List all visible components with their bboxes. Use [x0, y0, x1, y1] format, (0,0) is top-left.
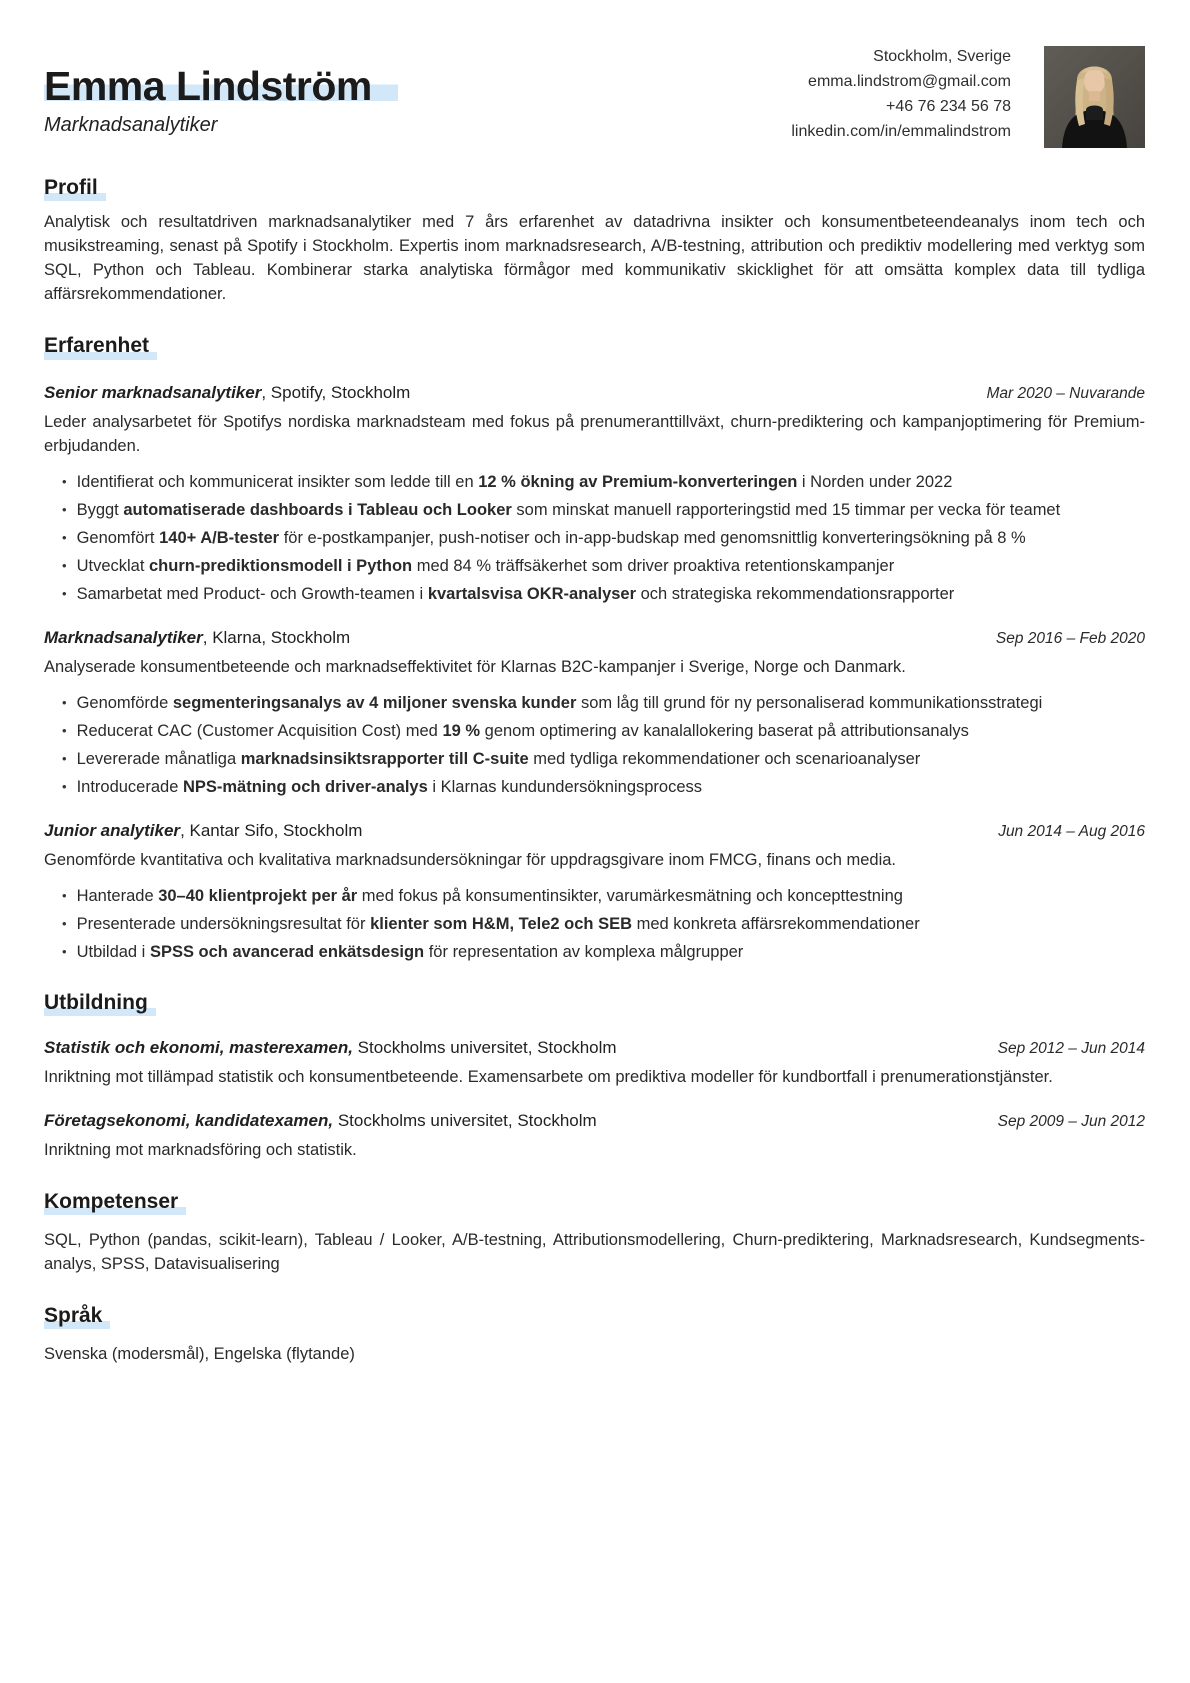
bullet-dot: • [62, 915, 67, 931]
job-title-line [44, 628, 350, 648]
section-heading-utbildning: Utbildning [44, 990, 156, 1016]
section-sprak [44, 1303, 1145, 1366]
section-profil [44, 175, 1145, 306]
bullet-text: Genomförde segmenteringsanalys av 4 miljoner svenska kunder som låg till grund för ny personaliserad kommunikationsstrategi [76, 693, 1043, 712]
job-bullets [62, 692, 1145, 798]
bullet-text: Identifierat och kommunicerat insikter som ledde till en 12 % ökning av Premium-konverteringen i Norden under 2022 [76, 472, 953, 491]
bullet-item [62, 941, 1145, 963]
job-bullets [62, 471, 1145, 605]
bullet-item [62, 748, 1145, 770]
job-header [44, 383, 1145, 403]
education-description: Inriktning mot tillämpad statistik och konsumentbeteende. Examensarbete om prediktiva modeller för kundbortfall i prenumerationstjänster. [44, 1067, 1053, 1086]
job-entry [44, 383, 1145, 605]
profile-photo [1044, 46, 1145, 148]
education-place: Stockholms universitet, Stockholm [352, 1037, 617, 1057]
bullet-item [62, 583, 1145, 605]
profile-photo-graphic [1044, 46, 1145, 148]
bullet-item [62, 885, 1145, 907]
contact-line: emma.lindstrom@gmail.com [808, 73, 1011, 90]
bullet-text: Utvecklat churn-prediktionsmodell i Python med 84 % träffsäkerhet som driver proaktiva retentionskampanjer [76, 556, 895, 575]
education-title: Företagsekonomi, kandidatexamen, [44, 1110, 334, 1130]
contact-line: +46 76 234 56 78 [885, 98, 1011, 115]
bullet-item [62, 527, 1145, 549]
job-place: , Spotify, Stockholm [261, 382, 411, 402]
job-place: , Kantar Sifo, Stockholm [180, 820, 363, 840]
job-title-line [44, 821, 362, 841]
sprak-text: Svenska (modersmål), Engelska (flytande) [44, 1345, 355, 1364]
bullet-dot: • [62, 943, 67, 959]
bullet-text: Hanterade 30–40 klientprojekt per år med fokus på konsumentinsikter, varumärkesmätning och koncepttestning [76, 886, 903, 905]
bullet-dot: • [62, 694, 67, 710]
person-name: Emma Lindström [44, 62, 398, 110]
job-description: Analyserade konsumentbeteende och marknadseffektivitet för Klarnas B2C-kampanjer i Sverige, Norge och Danmark. [44, 657, 906, 676]
contact-line: Stockholm, Sverige [873, 48, 1011, 65]
education-title: Statistik och ekonomi, masterexamen, [44, 1037, 353, 1057]
education-header [44, 1111, 1145, 1131]
section-heading-erfarenhet: Erfarenhet [44, 333, 157, 359]
job-entry [44, 821, 1145, 963]
bullet-dot: • [62, 557, 67, 573]
job-date: Sep 2016 – Feb 2020 [995, 629, 1145, 647]
section-utbildning [44, 990, 1145, 1162]
bullet-dot: • [62, 887, 67, 903]
bullet-item [62, 499, 1145, 521]
identity-block [44, 62, 398, 137]
resume-header [44, 42, 1145, 148]
job-description: Genomförde kvantitativa och kvalitativa marknadsundersökningar för uppdragsgivare inom FMCG, finans och media. [44, 850, 896, 869]
bullet-text: Introducerade NPS-mätning och driver-analys i Klarnas kundundersökningsprocess [76, 777, 703, 796]
kompetenser-text: SQL, Python (pandas, scikit-learn), Tableau / Looker, A/B-testning, Attributionsmodellering, Churn-prediktering, Marknadsresearch, Kundsegments-analys, SPSS, Datavisualisering [44, 1231, 1145, 1273]
job-bullets [62, 885, 1145, 963]
bullet-item [62, 913, 1145, 935]
bullet-item [62, 692, 1145, 714]
job-header [44, 628, 1145, 648]
header-right [791, 42, 1145, 148]
bullet-text: Byggt automatiserade dashboards i Tableau och Looker som minskat manuell rapporteringstid med 15 timmar per vecka för teamet [76, 500, 1061, 519]
education-description: Inriktning mot marknadsföring och statistik. [44, 1140, 357, 1159]
education-date: Sep 2009 – Jun 2012 [997, 1112, 1145, 1130]
job-list [44, 383, 1145, 963]
bullet-dot: • [62, 778, 67, 794]
job-title: Marknadsanalytiker [44, 627, 203, 647]
bullet-item [62, 555, 1145, 577]
job-title: Junior analytiker [44, 820, 181, 840]
bullet-item [62, 776, 1145, 798]
bullet-dot: • [62, 473, 67, 489]
education-list [44, 1038, 1145, 1162]
bullet-text: Levererade månatliga marknadsinsiktsrapporter till C-suite med tydliga rekommendationer och scenarioanalyser [76, 749, 921, 768]
job-entry [44, 628, 1145, 798]
section-erfarenhet [44, 333, 1145, 962]
education-title-line [44, 1038, 617, 1058]
profil-text: Analytisk och resultatdriven marknadsanalytiker med 7 års erfarenhet av datadrivna insikter och konsumentbeteendeanalys inom tech och musikstreaming, senast på Spotify i Stockholm. Expertis inom marknadsresearch, A/B-testning, attribution och prediktiv modellering med verktyg som SQL, Python och Tableau. Kombinerar starka analytiska förmågor med kommunikativ skicklighet för att omsätta komplex data till tydliga affärsrekommendationer. [44, 213, 1145, 304]
bullet-text: Reducerat CAC (Customer Acquisition Cost) med 19 % genom optimering av kanalallokering baserat på attributionsanalys [76, 721, 969, 740]
bullet-dot: • [62, 529, 67, 545]
contact-block [791, 44, 1011, 144]
person-job-title: Marknadsanalytiker [44, 114, 218, 137]
job-description: Leder analysarbetet för Spotifys nordiska marknadsteam med fokus på prenumeranttillväxt, churn-prediktering och kampanjoptimering för Premium-erbjudanden. [44, 412, 1145, 455]
contact-line: linkedin.com/in/emmalindstrom [791, 123, 1011, 140]
education-date: Sep 2012 – Jun 2014 [997, 1039, 1145, 1057]
bullet-item [62, 720, 1145, 742]
section-kompetenser [44, 1189, 1145, 1276]
section-heading-profil: Profil [44, 175, 106, 201]
education-entry [44, 1111, 1145, 1162]
education-place: Stockholms universitet, Stockholm [333, 1110, 597, 1130]
bullet-dot: • [62, 750, 67, 766]
section-heading-kompetenser: Kompetenser [44, 1189, 186, 1215]
education-title-line [44, 1111, 597, 1131]
job-date: Mar 2020 – Nuvarande [986, 384, 1145, 402]
job-header [44, 821, 1145, 841]
bullet-dot: • [62, 722, 67, 738]
bullet-text: Presenterade undersökningsresultat för klienter som H&M, Tele2 och SEB med konkreta affärsrekommendationer [76, 914, 920, 933]
job-title-line [44, 383, 410, 403]
bullet-text: Samarbetat med Product- och Growth-teamen i kvartalsvisa OKR-analyser och strategiska rekommendationsrapporter [76, 584, 955, 603]
bullet-dot: • [62, 585, 67, 601]
bullet-item [62, 471, 1145, 493]
bullet-text: Genomfört 140+ A/B-tester för e-postkampanjer, push-notiser och in-app-budskap med genomsnittlig konverteringsökning på 8 % [76, 528, 1026, 547]
bullet-dot: • [62, 501, 67, 517]
job-title: Senior marknadsanalytiker [44, 382, 262, 402]
job-date: Jun 2014 – Aug 2016 [998, 822, 1145, 840]
section-heading-sprak: Språk [44, 1303, 110, 1329]
education-entry [44, 1038, 1145, 1089]
bullet-text: Utbildad i SPSS och avancerad enkätsdesign för representation av komplexa målgrupper [76, 942, 744, 961]
job-place: , Klarna, Stockholm [202, 627, 351, 647]
education-header [44, 1038, 1145, 1058]
